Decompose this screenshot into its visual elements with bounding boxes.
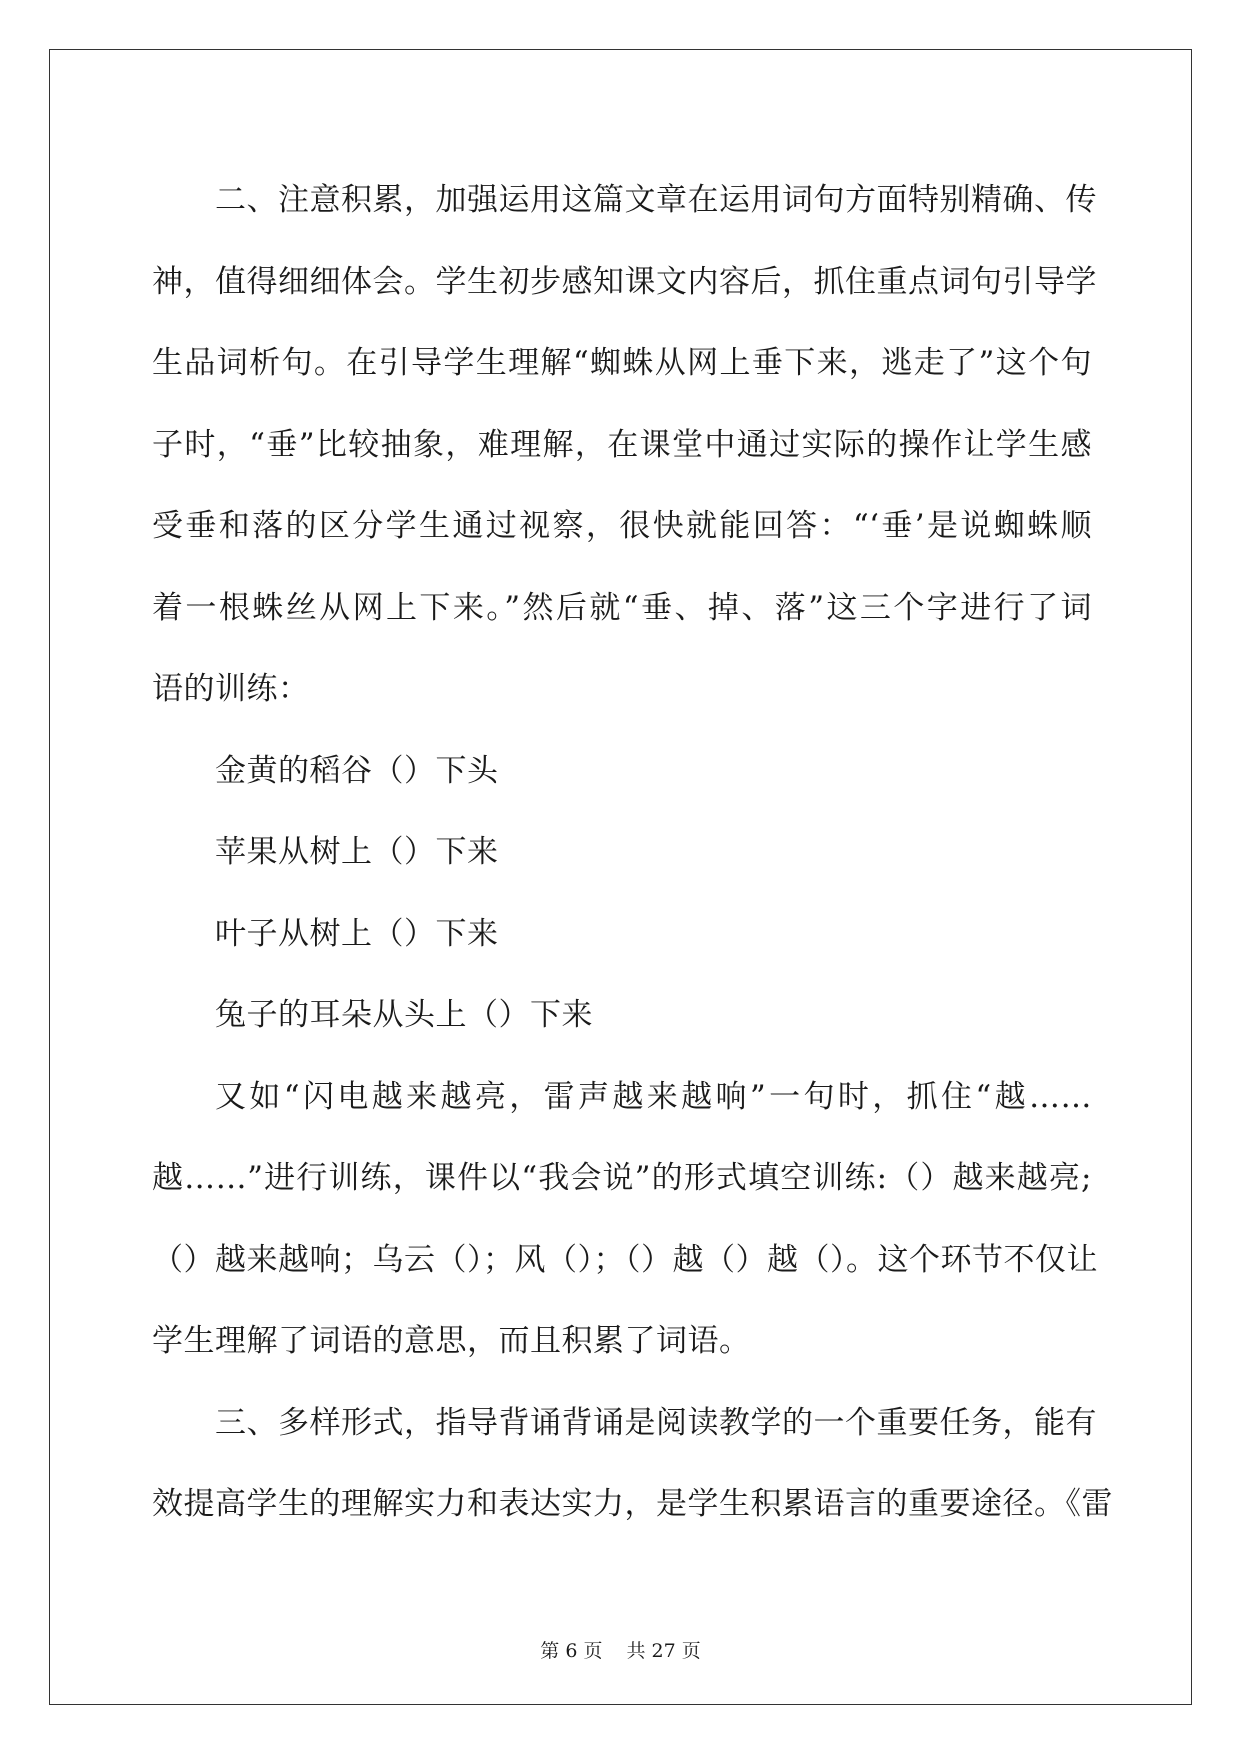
exercise-line: 金黄的稻谷（）下头 <box>215 752 499 789</box>
paragraph-line: 学生理解了词语的意思，而且积累了词语。 <box>152 1323 751 1359</box>
paragraph-line: 二、注意积累，加强运用这篇文章在运用词句方面特别精确、传 <box>215 182 1097 218</box>
exercise-line: 兔子的耳朵从头上（）下来 <box>215 997 593 1033</box>
paragraph-line: 子时，“垂”比较抽象，难理解，在课堂中通过实际的操作让学生感 <box>152 426 1092 463</box>
paragraph-line: 语的训练： <box>152 671 310 707</box>
page-total: 共 27 页 <box>626 1640 701 1662</box>
paragraph-line: 越……”进行训练，课件以“我会说”的形式填空训练:（）越来越亮; <box>152 1160 1092 1196</box>
page-number: 第 6 页 <box>540 1640 603 1662</box>
paragraph-line: 着一根蛛丝从网上下来。”然后就“垂、掉、落”这三个字进行了词 <box>152 589 1092 626</box>
paragraph-line: 又如“闪电越来越亮，雷声越来越响”一句时，抓住“越…… <box>215 1078 1092 1115</box>
exercise-line: 叶子从树上（）下来 <box>215 915 499 952</box>
exercise-line: 苹果从树上（）下来 <box>215 834 499 870</box>
document-body <box>152 160 1113 1546</box>
paragraph-line: 受垂和落的区分学生通过视察，很快就能回答：“‘垂’是说蜘蛛顺 <box>152 508 1092 544</box>
paragraph-line: 效提高学生的理解实力和表达实力，是学生积累语言的重要途径。《雷 <box>152 1486 1113 1522</box>
paragraph-line: 生品词析句。在引导学生理解“蜘蛛从网上垂下来，逃走了”这个句 <box>152 345 1092 381</box>
paragraph-line: 三、多样形式，指导背诵背诵是阅读教学的一个重要任务，能有 <box>215 1404 1097 1441</box>
paragraph-line: 神，值得细细体会。学生初步感知课文内容后，抓住重点词句引导学 <box>152 263 1097 300</box>
paragraph-line: （）越来越响；乌云（）；风（）；（）越（）越（）。这个环节不仅让 <box>152 1241 1098 1278</box>
page-footer <box>0 1636 1241 1663</box>
